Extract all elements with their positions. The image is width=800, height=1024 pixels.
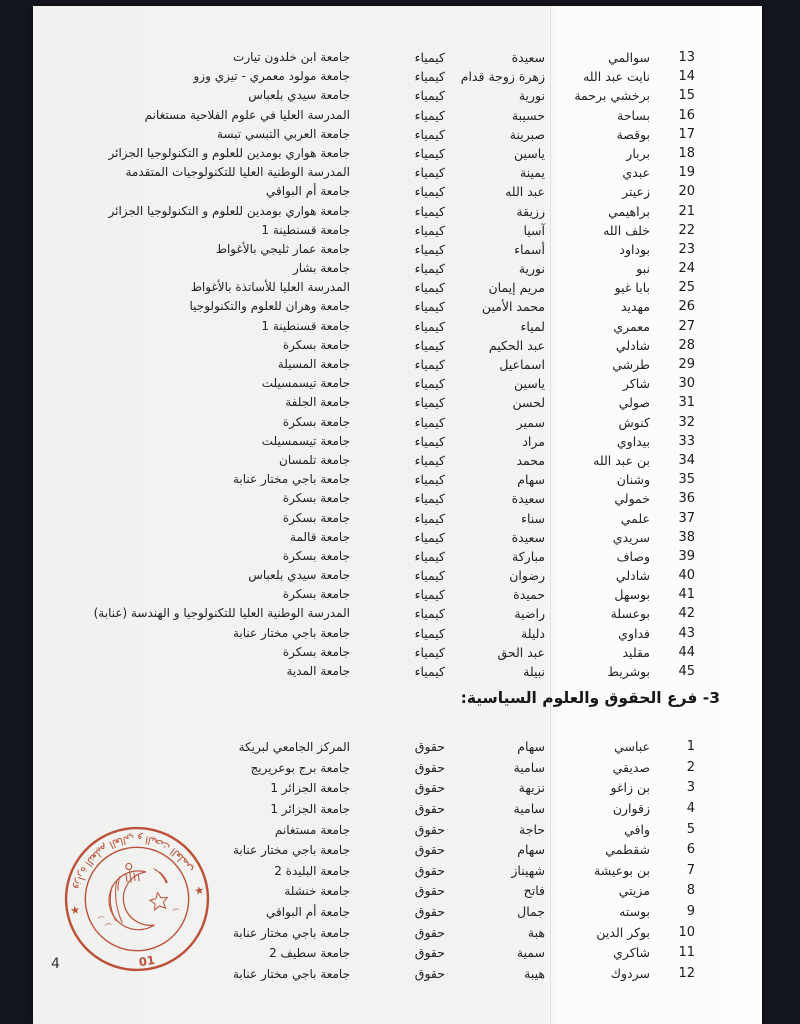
field-cell: كيمياء: [414, 107, 445, 123]
row-number: 2: [686, 759, 695, 775]
firstname-cell: هيبة: [524, 965, 545, 981]
firstname-cell: نورية: [518, 88, 545, 104]
row-number: 16: [678, 107, 695, 123]
university-cell: جامعة عمار ثليجي بالأغواط: [215, 241, 350, 256]
surname-cell: شادلي: [615, 568, 650, 584]
university-cell: المركز الجامعي لبريكة: [238, 740, 350, 755]
row-number: 39: [678, 548, 695, 564]
surname-cell: بوداود: [619, 241, 650, 257]
field-cell: كيمياء: [414, 587, 445, 603]
firstname-cell: سهام: [517, 472, 545, 488]
surname-cell: بن بوعيشة: [594, 862, 650, 878]
table-row: [33, 547, 762, 566]
row-number: 40: [678, 568, 695, 584]
table-row: [33, 902, 762, 923]
university-cell: جامعة تلمسان: [279, 452, 350, 467]
table-row: [33, 799, 762, 820]
surname-cell: نايت عبد الله: [583, 69, 650, 85]
field-cell: كيمياء: [414, 529, 445, 545]
field-cell: حقوق: [414, 800, 445, 816]
firstname-cell: آسيا: [523, 222, 545, 238]
university-cell: جامعة قسنطينة 1: [261, 222, 350, 237]
row-number: 1: [686, 739, 695, 755]
row-number: 27: [678, 318, 695, 334]
table-row: [33, 604, 762, 623]
university-cell: جامعة بسكرة: [282, 548, 350, 563]
university-cell: المدرسة الوطنية العليا للتكنولوجيات المتقدمة: [125, 165, 350, 180]
firstname-cell: حسيبة: [511, 107, 545, 123]
row-number: 31: [678, 395, 695, 411]
page-number: 4: [51, 956, 60, 972]
table-row: [33, 451, 762, 470]
surname-cell: بساحة: [617, 107, 650, 123]
university-cell: جامعة بسكرة: [282, 510, 350, 525]
firstname-cell: دليلة: [521, 625, 545, 641]
surname-cell: بيداوي: [616, 433, 650, 449]
table-row: [33, 125, 762, 144]
university-cell: جامعة بسكرة: [282, 491, 350, 506]
surname-cell: بوقصة: [616, 126, 650, 142]
firstname-cell: سعيدة: [511, 50, 545, 65]
university-cell: جامعة بسكرة: [282, 644, 350, 659]
field-cell: كيمياء: [414, 644, 445, 660]
university-cell: جامعة باجي مختار عنابة: [232, 843, 350, 858]
field-cell: كيمياء: [414, 241, 445, 257]
surname-cell: بوسته: [619, 903, 650, 919]
field-cell: كيمياء: [414, 510, 445, 526]
surname-cell: عباسي: [614, 739, 650, 755]
table-row: [33, 509, 762, 528]
firstname-cell: ياسين: [513, 145, 545, 161]
row-number: 8: [686, 883, 695, 899]
field-cell: حقوق: [414, 903, 445, 919]
university-cell: جامعة مولود معمري - تيزي وزو: [193, 69, 350, 84]
surname-cell: بابا غيو: [614, 280, 650, 296]
row-number: 43: [678, 625, 695, 641]
field-cell: كيمياء: [414, 299, 445, 315]
table-row: [33, 643, 762, 662]
table-row: [33, 278, 762, 297]
firstname-cell: سامية: [513, 800, 545, 816]
field-cell: كيمياء: [414, 280, 445, 296]
field-cell: حقوق: [414, 924, 445, 940]
surname-cell: طرشي: [612, 357, 650, 372]
surname-cell: كنوش: [618, 414, 650, 430]
surname-cell: براهيمي: [608, 203, 650, 219]
firstname-cell: راضية: [514, 606, 545, 622]
university-cell: المدرسة العليا في علوم الفلاحية مستغانم: [144, 107, 350, 122]
law-candidates-list: [33, 737, 762, 984]
table-row: [33, 86, 762, 105]
table-row: [33, 861, 762, 882]
row-number: 22: [678, 222, 695, 238]
university-cell: جامعة ابن خلدون تيارت: [233, 50, 350, 64]
row-number: 24: [678, 261, 695, 277]
field-cell: كيمياء: [414, 433, 445, 449]
university-cell: جامعة بسكرة: [282, 337, 350, 352]
university-cell: جامعة قالمة: [290, 529, 350, 544]
firstname-cell: سامية: [513, 759, 545, 775]
firstname-cell: عبد الله: [505, 184, 545, 200]
table-row: [33, 336, 762, 355]
firstname-cell: سعيدة: [511, 529, 545, 545]
firstname-cell: محمد الأمين: [481, 299, 545, 315]
firstname-cell: جمال: [517, 903, 545, 919]
row-number: 17: [678, 126, 695, 142]
table-row: [33, 48, 762, 67]
university-cell: جامعة باجي مختار عنابة: [232, 966, 350, 981]
field-cell: حقوق: [414, 945, 445, 961]
university-cell: جامعة أم البواقي: [266, 904, 350, 919]
university-cell: المدرسة الوطنية العليا للتكنولوجيا و الهندسة (عنابة): [93, 606, 350, 621]
field-cell: كيمياء: [414, 548, 445, 564]
university-cell: جامعة هواري بومدين للعلوم و التكنولوجيا الجزائر: [108, 203, 350, 218]
row-number: 5: [686, 821, 695, 837]
firstname-cell: زهرة زوجة قدام: [460, 69, 545, 85]
table-row: [33, 144, 762, 163]
university-cell: جامعة الجزائر 1: [270, 781, 350, 796]
surname-cell: وافي: [624, 821, 650, 837]
university-cell: جامعة المدية: [286, 664, 350, 678]
table-row: [33, 585, 762, 604]
university-cell: جامعة باجي مختار عنابة: [232, 472, 350, 487]
firstname-cell: اسماعيل: [499, 357, 545, 372]
university-cell: جامعة باجي مختار عنابة: [232, 625, 350, 640]
table-row: [33, 67, 762, 86]
table-row: [33, 106, 762, 125]
university-cell: جامعة بسكرة: [282, 414, 350, 429]
row-number: 3: [686, 780, 695, 796]
row-number: 9: [686, 903, 695, 919]
table-row: [33, 221, 762, 240]
row-number: 44: [678, 644, 695, 660]
surname-cell: معمري: [613, 318, 650, 334]
university-cell: جامعة سيدي بلعباس: [248, 88, 350, 103]
page-content: [33, 6, 762, 1024]
firstname-cell: هبة: [527, 924, 545, 940]
surname-cell: سردوك: [610, 965, 650, 981]
row-number: 4: [686, 800, 695, 816]
field-cell: حقوق: [414, 780, 445, 796]
field-cell: كيمياء: [414, 376, 445, 392]
firstname-cell: ياسين: [513, 376, 545, 392]
field-cell: كيمياء: [414, 395, 445, 411]
row-number: 38: [678, 529, 695, 545]
surname-cell: نبو: [636, 261, 650, 277]
firstname-cell: رزيقة: [516, 203, 545, 219]
university-cell: جامعة بشار: [292, 261, 350, 276]
surname-cell: برخشي برحمة: [574, 88, 650, 104]
row-number: 13: [678, 50, 695, 65]
surname-cell: صولي: [618, 395, 650, 411]
row-number: 41: [678, 587, 695, 603]
row-number: 30: [678, 376, 695, 392]
surname-cell: بوعسلة: [610, 606, 650, 622]
field-cell: حقوق: [414, 965, 445, 981]
field-cell: كيمياء: [414, 88, 445, 104]
field-cell: كيمياء: [414, 625, 445, 641]
firstname-cell: شهيناز: [511, 862, 545, 878]
university-cell: جامعة سيدي بلعباس: [248, 568, 350, 583]
row-number: 6: [686, 842, 695, 858]
field-cell: حقوق: [414, 883, 445, 899]
row-number: 12: [678, 965, 695, 981]
field-cell: كيمياء: [414, 568, 445, 584]
table-row: [33, 840, 762, 861]
university-cell: جامعة خنشلة: [284, 884, 350, 899]
university-cell: جامعة هواري بومدين للعلوم و التكنولوجيا الجزائر: [108, 145, 350, 160]
firstname-cell: يمينة: [520, 165, 545, 181]
chemistry-candidates-list: [33, 48, 762, 681]
field-cell: حقوق: [414, 842, 445, 858]
university-cell: المدرسة العليا للأساتذة بالأغواط: [190, 280, 350, 295]
row-number: 21: [678, 203, 695, 219]
university-cell: جامعة مستغانم: [274, 822, 350, 837]
table-row: [33, 528, 762, 547]
surname-cell: سريدي: [612, 529, 650, 545]
row-number: 18: [678, 145, 695, 161]
row-number: 14: [678, 69, 695, 85]
firstname-cell: نبيلة: [523, 664, 545, 679]
field-cell: كيمياء: [414, 261, 445, 277]
surname-cell: سوالمي: [608, 50, 650, 65]
surname-cell: بربار: [626, 145, 650, 161]
table-row: [33, 820, 762, 841]
surname-cell: مقليد: [622, 644, 650, 660]
surname-cell: بن عبد الله: [593, 452, 650, 468]
university-cell: جامعة الجلفة: [285, 395, 350, 410]
row-number: 34: [678, 452, 695, 468]
field-cell: كيمياء: [414, 184, 445, 200]
field-cell: حقوق: [414, 821, 445, 837]
surname-cell: شادلي: [615, 337, 650, 353]
surname-cell: فداوي: [618, 625, 650, 641]
firstname-cell: صبرينة: [509, 126, 545, 142]
firstname-cell: مراد: [522, 433, 545, 449]
university-cell: جامعة بسكرة: [282, 587, 350, 602]
university-cell: جامعة برج بوعريريج: [250, 760, 350, 775]
field-cell: كيمياء: [414, 452, 445, 468]
field-cell: كيمياء: [414, 472, 445, 488]
table-row: [33, 374, 762, 393]
field-cell: كيمياء: [414, 664, 445, 679]
university-cell: جامعة وهران للعلوم والتكنولوجيا: [189, 299, 350, 314]
row-number: 29: [678, 357, 695, 372]
surname-cell: خمولي: [614, 491, 650, 507]
table-row: [33, 182, 762, 201]
surname-cell: بوكر الدين: [596, 924, 650, 940]
surname-cell: بن زاغو: [610, 780, 650, 796]
table-row: [33, 432, 762, 451]
row-number: 32: [678, 414, 695, 430]
table-row: [33, 624, 762, 643]
row-number: 7: [686, 862, 695, 878]
university-cell: جامعة سطيف 2: [269, 946, 350, 961]
table-row: [33, 202, 762, 221]
row-number: 10: [678, 924, 695, 940]
field-cell: حقوق: [414, 862, 445, 878]
surname-cell: خلف الله: [603, 222, 650, 238]
surname-cell: شقطمي: [605, 842, 650, 858]
row-number: 42: [678, 606, 695, 622]
table-row: [33, 317, 762, 336]
firstname-cell: مريم إيمان: [488, 280, 545, 296]
stamp-ring-text: وزارة التعليم العالي و البحث العلمي: [71, 832, 196, 891]
field-cell: كيمياء: [414, 337, 445, 353]
field-cell: كيمياء: [414, 222, 445, 238]
row-number: 11: [678, 945, 695, 961]
stamp-number: 01: [137, 952, 156, 970]
field-cell: كيمياء: [414, 318, 445, 334]
surname-cell: صديقي: [612, 759, 650, 775]
firstname-cell: نورية: [518, 261, 545, 277]
row-number: 28: [678, 337, 695, 353]
firstname-cell: أسماء: [514, 241, 545, 257]
table-row: [33, 355, 762, 374]
university-cell: جامعة الجزائر 1: [270, 801, 350, 816]
surname-cell: مزيتي: [618, 883, 650, 899]
stamp-star-left-icon: ★: [69, 903, 82, 918]
table-row: [33, 737, 762, 758]
firstname-cell: سعيدة: [511, 491, 545, 507]
row-number: 35: [678, 472, 695, 488]
surname-cell: شاكر: [622, 376, 650, 392]
field-cell: كيمياء: [414, 165, 445, 181]
table-row: [33, 413, 762, 432]
firstname-cell: نزيهة: [518, 780, 545, 796]
field-cell: كيمياء: [414, 414, 445, 430]
firstname-cell: لمياء: [520, 318, 545, 334]
table-row: [33, 163, 762, 182]
surname-cell: وشنان: [616, 472, 650, 488]
university-cell: جامعة قسنطينة 1: [261, 318, 350, 333]
field-cell: كيمياء: [414, 50, 445, 65]
firstname-cell: فاتح: [523, 883, 545, 899]
field-cell: كيمياء: [414, 145, 445, 161]
row-number: 25: [678, 280, 695, 296]
stamp-star-right-icon: ★: [193, 883, 206, 898]
firstname-cell: سمير: [516, 414, 545, 430]
university-cell: جامعة باجي مختار عنابة: [232, 925, 350, 940]
row-number: 26: [678, 299, 695, 315]
table-row: [33, 758, 762, 779]
table-row: [33, 778, 762, 799]
surname-cell: شاكري: [613, 945, 650, 961]
field-cell: كيمياء: [414, 69, 445, 85]
firstname-cell: حميدة: [513, 587, 545, 603]
field-cell: حقوق: [414, 739, 445, 755]
surname-cell: مهديد: [620, 299, 650, 315]
firstname-cell: حاجة: [519, 821, 545, 837]
surname-cell: بوسهل: [614, 587, 650, 603]
university-cell: جامعة تيسمسيلت: [261, 433, 350, 448]
university-cell: جامعة البليدة 2: [274, 863, 350, 878]
firstname-cell: سناء: [521, 510, 545, 526]
field-cell: كيمياء: [414, 126, 445, 142]
firstname-cell: مباركة: [512, 548, 545, 564]
surname-cell: زعيتر: [622, 184, 650, 200]
university-cell: جامعة المسيلة: [277, 357, 350, 371]
university-cell: جامعة تيسمسيلت: [261, 376, 350, 391]
row-number: 45: [678, 664, 695, 679]
surname-cell: زقوارن: [612, 800, 650, 816]
table-row: [33, 964, 762, 985]
surname-cell: بوشريط: [607, 664, 650, 679]
surname-cell: عبدي: [622, 165, 650, 181]
firstname-cell: سمية: [516, 945, 545, 961]
table-row: [33, 943, 762, 964]
table-row: [33, 566, 762, 585]
table-row: [33, 923, 762, 944]
row-number: 19: [678, 165, 695, 181]
scanned-paper-page: [33, 6, 762, 1024]
table-row: [33, 489, 762, 508]
table-row: [33, 393, 762, 412]
table-row: [33, 297, 762, 316]
row-number: 37: [678, 510, 695, 526]
row-number: 36: [678, 491, 695, 507]
firstname-cell: عبد الحكيم: [488, 337, 545, 353]
field-cell: كيمياء: [414, 203, 445, 219]
table-row: [33, 259, 762, 278]
field-cell: كيمياء: [414, 491, 445, 507]
surname-cell: علمي: [620, 510, 650, 526]
field-cell: كيمياء: [414, 357, 445, 372]
row-number: 23: [678, 241, 695, 257]
table-row: [33, 662, 762, 681]
university-cell: جامعة أم البواقي: [266, 184, 350, 199]
firstname-cell: سهام: [517, 842, 545, 858]
table-row: [33, 881, 762, 902]
table-row: [33, 240, 762, 259]
row-number: 15: [678, 88, 695, 104]
field-cell: حقوق: [414, 759, 445, 775]
row-number: 33: [678, 433, 695, 449]
table-row: [33, 470, 762, 489]
firstname-cell: محمد: [516, 452, 545, 468]
university-cell: جامعة العربي التبسي تبسة: [217, 126, 350, 141]
firstname-cell: سهام: [517, 739, 545, 755]
firstname-cell: عبد الحق: [497, 644, 545, 660]
surname-cell: وصاف: [616, 548, 650, 564]
law-section-heading: 3- فرع الحقوق والعلوم السياسية:: [460, 689, 720, 708]
field-cell: كيمياء: [414, 606, 445, 622]
firstname-cell: رضوان: [509, 568, 545, 584]
firstname-cell: لحسن: [512, 395, 545, 411]
row-number: 20: [678, 184, 695, 200]
